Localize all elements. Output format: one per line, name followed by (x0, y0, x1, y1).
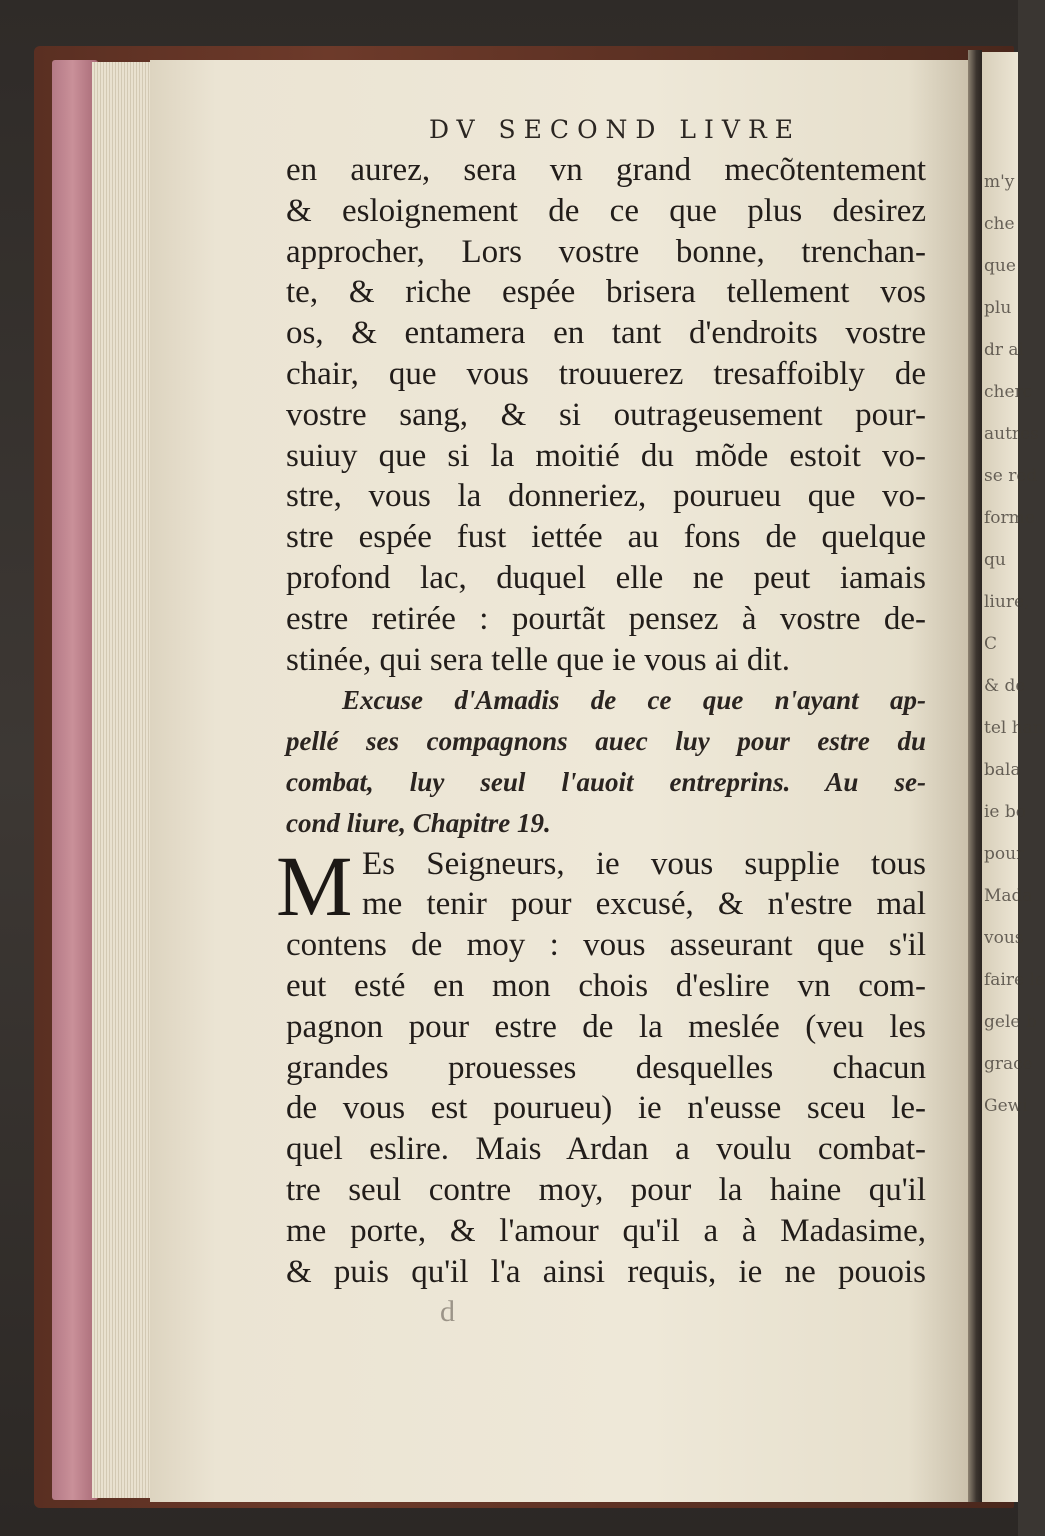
facing-page-text-fragment: dr ai (984, 340, 1024, 360)
facing-page-text-fragment: grace (984, 1054, 1033, 1074)
facing-page-text-fragment: qu (984, 550, 1006, 570)
drop-cap: M (276, 837, 353, 934)
text-line: estre retirée : pourtãt pensez à vostre de- (286, 600, 926, 637)
body-paragraph (270, 150, 926, 680)
running-head: DV SECOND LIVRE (428, 115, 802, 144)
facing-page-text-fragment: vous (984, 928, 1024, 948)
text-line: grandes prouesses desquelles chacun (286, 1049, 926, 1086)
facing-page-text-fragment: faire le (984, 970, 1045, 990)
text-line: te, & riche espée brisera tellement vos (286, 274, 926, 311)
facing-page-text-fragment: forme (984, 508, 1035, 528)
text-line: quel eslire. Mais Ardan a voulu combat- (286, 1131, 926, 1168)
page-text (270, 110, 926, 1332)
rubric-line: Excuse d'Amadis de ce que n'ayant ap- (342, 685, 926, 716)
text-line: tre seul contre moy, pour la haine qu'il (286, 1171, 926, 1208)
facing-page-text-fragment: bala (984, 760, 1021, 780)
facing-page-fragment (982, 52, 1045, 1502)
text-line: stre espée fust iettée au fons de quelque (286, 519, 926, 556)
text-line: de vous est pourueu) ie n'eusse sceu le- (286, 1090, 926, 1127)
text-line: Es Seigneurs, ie vous supplie tous (362, 845, 926, 882)
text-line: contens de moy : vous asseurant que s'il (286, 927, 926, 964)
rubric-line: combat, luy seul l'auoit entreprins. Au se- (286, 766, 926, 797)
facing-page-text-fragment: Mada (984, 886, 1033, 906)
text-line: me porte, & l'amour qu'il a à Madasime, (286, 1212, 926, 1249)
facing-page-text-fragment: cherc (984, 382, 1033, 402)
text-line: me tenir pour excusé, & n'estre mal (362, 886, 926, 923)
facing-page-text-fragment: tel han (984, 718, 1044, 738)
facing-page-text-fragment: plu (984, 298, 1012, 318)
rubric-line: pellé ses compagnons auec luy pour estre du (286, 726, 926, 757)
facing-page-text-fragment: ie bo (984, 802, 1027, 822)
rubric-line: cond liure, Chapitre 19. (286, 807, 551, 838)
text-line: eut esté en mon chois d'eslire vn com- (286, 967, 926, 1004)
facing-page-text-fragment: C (984, 634, 998, 654)
facing-page-text-fragment: que (984, 256, 1016, 276)
chapter-rubric (270, 680, 926, 843)
facing-page-text-fragment: gele b (984, 1012, 1037, 1032)
text-line: en aurez, sera vn grand mecõtentement (286, 152, 926, 188)
text-line: os, & entamera en tant d'endroits vostre (286, 315, 926, 352)
catchword: d (440, 1295, 455, 1329)
text-line: stinée, qui sera telle que ie vous ai dit. (286, 641, 791, 678)
facing-page-text-fragment: se red (984, 466, 1038, 486)
facing-page-text-fragment: Gewi (984, 1096, 1028, 1116)
text-line: pagnon pour estre de la meslée (veu les (286, 1008, 926, 1045)
text-line: vostre sang, & si outrageusement pour- (286, 396, 926, 433)
facing-page-text-fragment: pour (984, 844, 1025, 864)
book-gutter (968, 50, 982, 1502)
facing-page-text-fragment: che (984, 214, 1015, 234)
text-line: suiuy que si la moitié du mõde estoit vo- (286, 437, 926, 474)
facing-page-text-fragment: liure, (984, 592, 1030, 612)
text-line: approcher, Lors vostre bonne, trenchan- (286, 233, 926, 270)
text-line: profond lac, duquel elle ne peut iamais (286, 559, 926, 596)
facing-page-text-fragment: m'y (984, 172, 1015, 192)
text-line: & puis qu'il l'a ainsi requis, ie ne pouois (286, 1253, 926, 1290)
text-line: stre, vous la donneriez, pourueu que vo- (286, 478, 926, 515)
text-line: & esloignement de ce que plus desirez (286, 192, 926, 229)
facing-page-text-fragment: & de (984, 676, 1026, 696)
facing-page-text-fragment: autres (984, 424, 1039, 444)
chapter-paragraph (270, 837, 926, 1293)
text-line: chair, que vous trouuerez tresaffoibly de (286, 355, 926, 392)
